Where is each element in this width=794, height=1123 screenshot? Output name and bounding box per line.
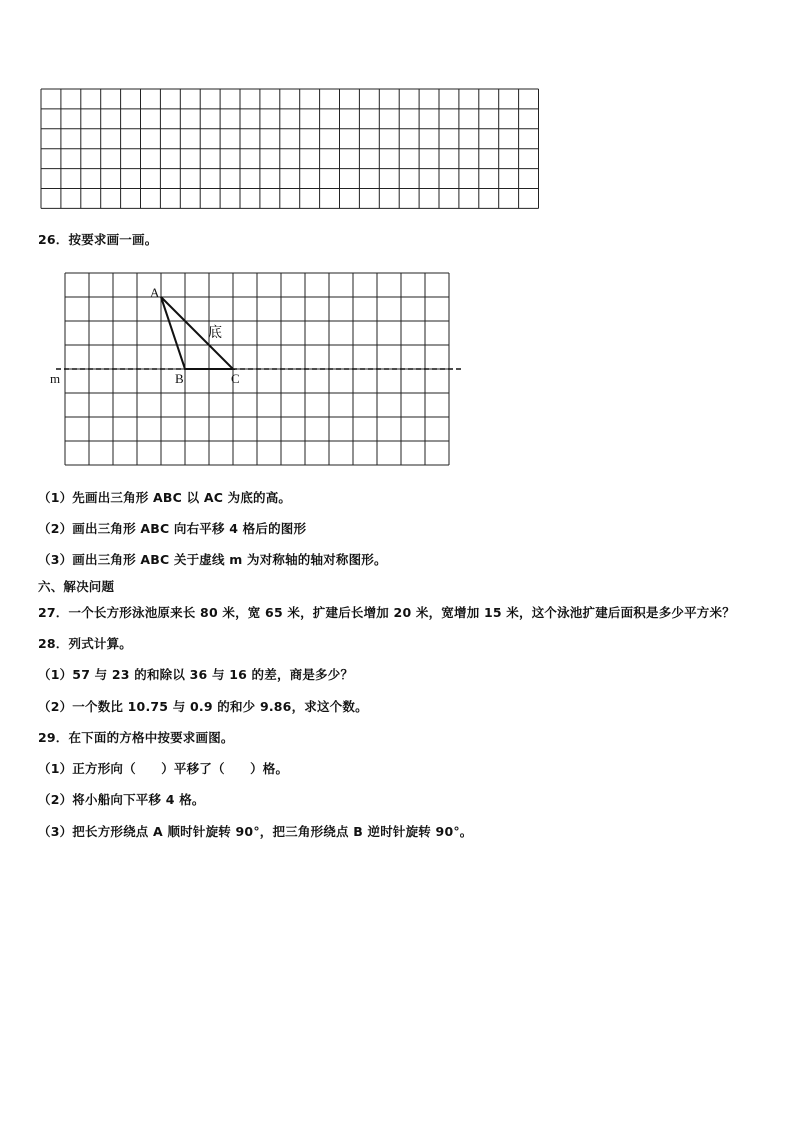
- section-6-title: 六、解决问题: [38, 579, 115, 594]
- q29-item-1: （1）正方形向（ ）平移了（ ）格。: [38, 761, 289, 776]
- triangle-abc: [161, 297, 233, 369]
- q28-item-2: （2）一个数比 10.75 与 0.9 的和少 9.86，求这个数。: [38, 699, 368, 714]
- q28-title: 28．列式计算。: [38, 636, 132, 651]
- q29-title: 29．在下面的方格中按要求画图。: [38, 730, 234, 745]
- point-b-label: B: [175, 371, 184, 386]
- q26-title: 26．按要求画一画。: [38, 232, 158, 247]
- base-label: 底: [208, 326, 222, 341]
- q27-text: 27．一个长方形泳池原来长 80 米，宽 65 米，扩建后长增加 20 米，宽增加 15 米，这个泳池扩建后面积是多少平方米？: [38, 605, 735, 620]
- q29-item-2: （2）将小船向下平移 4 格。: [38, 792, 205, 807]
- point-c-label: C: [231, 371, 240, 386]
- q26-item-3: （3）画出三角形 ABC 关于虚线 m 为对称轴的轴对称图形。: [38, 552, 387, 567]
- top-grid: [40, 88, 542, 212]
- point-a-label: A: [150, 285, 160, 300]
- q26-item-1: （1）先画出三角形 ABC 以 AC 为底的高。: [38, 490, 292, 505]
- q26-item-2: （2）画出三角形 ABC 向右平移 4 格后的图形: [38, 521, 307, 536]
- q29-item-3: （3）把长方形绕点 A 顺时针旋转 90°，把三角形绕点 B 逆时针旋转 90°。: [38, 824, 473, 839]
- q26-figure-grid: [48, 270, 468, 470]
- axis-m-label: m: [50, 371, 61, 386]
- q28-item-1: （1）57 与 23 的和除以 36 与 16 的差，商是多少？: [38, 667, 354, 682]
